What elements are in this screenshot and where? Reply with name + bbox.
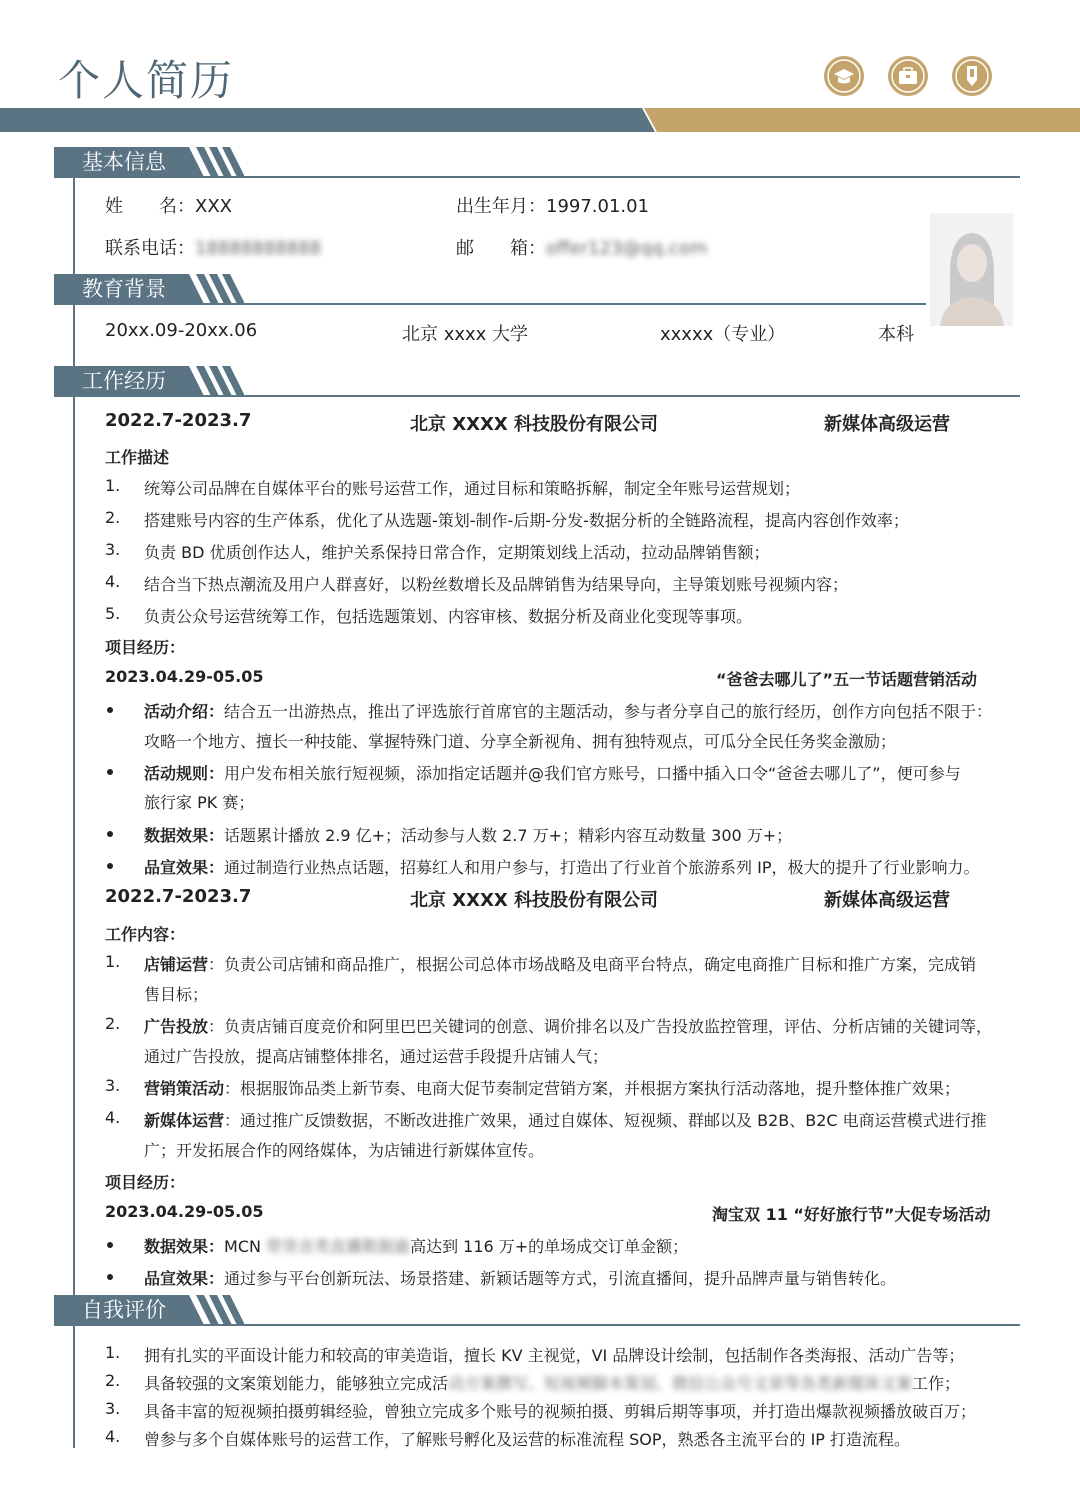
- bullet-dot: [107, 831, 113, 837]
- job2-bullet: [144, 1234, 688, 1257]
- job1-bullet: [144, 699, 992, 722]
- job1-period: 2022.7-2023.7: [105, 410, 252, 431]
- section-underline-basic: [54, 176, 1020, 178]
- job2-item-cont: 售目标；: [144, 985, 209, 1004]
- bullet-dot: [107, 707, 113, 713]
- job1-bullet: [144, 823, 792, 846]
- name-row: [105, 192, 232, 218]
- job1-item-num: 3.: [105, 540, 121, 559]
- job1-item: 负责 BD 优质创作达人，维护关系保持日常合作，定期策划线上活动，拉动品牌销售额；: [144, 543, 770, 562]
- job2-item: [144, 1108, 987, 1131]
- self-eval-text: 工作；: [912, 1374, 961, 1393]
- item-text: ：通过推广反馈数据，不断改进推广效果，通过自媒体、短视频、群邮以及 B2B、B2C 电商运营模式进行推: [224, 1111, 987, 1130]
- section-title-basic: 基本信息: [82, 150, 166, 174]
- section-underline-education: [54, 303, 926, 305]
- job1-item-num: 2.: [105, 508, 121, 527]
- item-label: 广告投放: [144, 1017, 209, 1036]
- bullet-text: 用户发布相关旅行短视频，添加指定话题并@我们官方账号，口播中插入口令“爸爸去哪儿了”，便可参与: [224, 764, 961, 783]
- job2-item-cont: 通过广告投放，提高店铺整体排名，通过运营手段提升店铺人气；: [144, 1047, 609, 1066]
- bullet-text-blurred: 带货音类直播数据最: [266, 1237, 411, 1256]
- section-title-education: 教育背景: [82, 277, 166, 301]
- graduation-cap-icon: [824, 56, 864, 96]
- briefcase-icon: [888, 56, 928, 96]
- job2-desc-title: 工作内容：: [105, 925, 186, 944]
- job2-item-num: 1.: [105, 952, 121, 971]
- name-value: XXX: [195, 196, 232, 217]
- item-label: 新媒体运营: [144, 1111, 225, 1130]
- self-eval-item: [144, 1371, 960, 1394]
- job1-item: 统筹公司品牌在自媒体平台的账号运营工作，通过目标和策略拆解，制定全年账号运营规划；: [144, 479, 801, 498]
- birth-label: 出生年月：: [456, 196, 546, 217]
- self-eval-num: 1.: [105, 1343, 121, 1362]
- job1-position: 新媒体高级运营: [824, 414, 950, 435]
- item-text: ：负责公司店铺和商品推广，根据公司总体市场战略及电商平台特点，确定电商推广目标和推广方案，完成销: [208, 955, 977, 974]
- job1-item: 结合当下热点潮流及用户人群喜好，以粉丝数增长及品牌销售为结果导向，主导策划账号视频内容；: [144, 575, 849, 594]
- job2-project-title: 项目经历：: [105, 1173, 186, 1192]
- job1-item-num: 5.: [105, 604, 121, 623]
- edu-period: 20xx.09-20xx.06: [105, 320, 258, 341]
- bullet-label: 品宣效果：: [144, 858, 225, 877]
- job1-project-title: 项目经历：: [105, 638, 186, 657]
- phone-value: 18888888888: [195, 238, 321, 259]
- self-eval-item: 曾参与多个自媒体账号的运营工作，了解账号孵化及运营的标准流程 SOP，熟悉各主流平台的 IP 打造流程。: [144, 1430, 911, 1449]
- job1-desc-title: 工作描述: [105, 448, 170, 467]
- job2-item-num: 2.: [105, 1014, 121, 1033]
- job1-bullet: [144, 855, 979, 878]
- bullet-label: 数据效果：: [144, 1237, 225, 1256]
- section-underline-work: [54, 395, 1020, 397]
- job1-item: 搭建账号内容的生产体系，优化了从选题-策划-制作-后期-分发-数据分析的全链路流程，提高内容创作效率；: [144, 511, 909, 530]
- job1-item-num: 1.: [105, 476, 121, 495]
- bullet-dot: [107, 769, 113, 775]
- phone-label: 联系电话：: [105, 238, 195, 259]
- bullet-label: 活动介绍：: [144, 702, 225, 721]
- item-text: ：负责店铺百度竞价和阿里巴巴关键词的创意、调价排名以及广告投放监控管理，评估、分析店铺的关键词等，: [208, 1017, 993, 1036]
- bullet-text: MCN: [224, 1237, 267, 1256]
- birth-row: [456, 192, 649, 218]
- job2-project-period: 2023.04.29-05.05: [105, 1202, 264, 1221]
- self-eval-item: 具备丰富的短视频拍摄剪辑经验，曾独立完成多个账号的视频拍摄、剪辑后期等事项，并打造出爆款视频播放破百万；: [144, 1402, 977, 1421]
- bullet-text: 话题累计播放 2.9 亿+；活动参与人数 2.7 万+；精彩内容互动数量 300 万+；: [224, 826, 793, 845]
- job1-project-period: 2023.04.29-05.05: [105, 667, 264, 686]
- section-title-work: 工作经历: [82, 369, 166, 393]
- job2-item: [144, 1014, 992, 1037]
- job2-period: 2022.7-2023.7: [105, 886, 252, 907]
- bullet-text: 通过参与平台创新玩法、场景搭建、新颖话题等方式，引流直播间，提升品牌声量与销售转化。: [224, 1269, 897, 1288]
- bullet-text: 通过制造行业热点话题，招募红人和用户参与，打造出了行业首个旅游系列 IP，极大的提升了行业影响力。: [224, 858, 980, 877]
- bullet-label: 品宣效果：: [144, 1269, 225, 1288]
- self-eval-text: 具备较强的文案策划能力，能够独立完成活: [144, 1374, 449, 1393]
- section-underline-self-eval: [54, 1324, 1020, 1326]
- resume-title: 个人简历: [58, 56, 235, 105]
- job1-project-name: “爸爸去哪儿了”五一节话题营销活动: [716, 670, 978, 689]
- job1-item-num: 4.: [105, 572, 121, 591]
- bullet-label: 数据效果：: [144, 826, 225, 845]
- job2-bullet: [144, 1266, 896, 1289]
- job1-bullet-cont: 旅行家 PK 赛；: [144, 793, 255, 812]
- self-eval-num: 3.: [105, 1399, 121, 1418]
- bullet-dot: [107, 863, 113, 869]
- job1-bullet-cont: 攻略一个地方、擅长一种技能、掌握特殊门道、分享全新视角、拥有独特观点，可瓜分全民任务奖金激励；: [144, 732, 897, 751]
- email-value: offer123@qq.com: [546, 238, 708, 259]
- bullet-dot: [107, 1274, 113, 1280]
- edu-school: 北京 xxxx 大学: [402, 324, 529, 345]
- bullet-text: 结合五一出游热点，推出了评选旅行首席官的主题活动，参与者分享自己的旅行经历，创作方向包括不限于：: [224, 702, 993, 721]
- job2-item: [144, 952, 976, 975]
- edu-degree: 本科: [878, 324, 914, 345]
- self-eval-num: 4.: [105, 1427, 121, 1446]
- email-label: 邮 箱：: [456, 238, 546, 259]
- self-eval-text-blurred: 动方案撰写、短视频脚本策划、微信公众号文章等各类新媒体文案: [448, 1374, 913, 1393]
- job1-bullet: [144, 761, 961, 784]
- job2-item: [144, 1076, 960, 1099]
- job2-company: 北京 XXXX 科技股份有限公司: [410, 890, 659, 911]
- item-label: 营销策活动: [144, 1079, 225, 1098]
- job2-item-num: 4.: [105, 1108, 121, 1127]
- phone-row: [105, 234, 321, 260]
- self-eval-num: 2.: [105, 1371, 121, 1390]
- job2-position: 新媒体高级运营: [824, 890, 950, 911]
- section-title-self-eval: 自我评价: [82, 1298, 166, 1322]
- edu-major: xxxxx（专业）: [660, 324, 786, 345]
- bullet-dot: [107, 1242, 113, 1248]
- email-row: [456, 234, 707, 260]
- bullet-label: 活动规则：: [144, 764, 225, 783]
- self-eval-item: 拥有扎实的平面设计能力和较高的审美造诣，擅长 KV 主视觉，VI 品牌设计绘制，包括制作各类海报、活动广告等；: [144, 1346, 965, 1365]
- job1-company: 北京 XXXX 科技股份有限公司: [410, 414, 659, 435]
- profile-photo: [930, 213, 1013, 326]
- job2-project-name: 淘宝双 11 “好好旅行节”大促专场活动: [712, 1205, 991, 1224]
- job1-item: 负责公众号运营统筹工作，包括选题策划、内容审核、数据分析及商业化变现等事项。: [144, 607, 753, 626]
- birth-value: 1997.01.01: [546, 196, 650, 217]
- header-band: [0, 108, 1080, 133]
- item-label: 店铺运营: [144, 955, 209, 974]
- name-label: 姓 名：: [105, 196, 195, 217]
- job2-item-num: 3.: [105, 1076, 121, 1095]
- bullet-text: 高达到 116 万+的单场成交订单金额；: [410, 1237, 689, 1256]
- item-text: ：根据服饰品类上新节奏、电商大促节奏制定营销方案，并根据方案执行活动落地，提升整体推广效果；: [224, 1079, 961, 1098]
- pen-icon: [952, 56, 992, 96]
- job2-item-cont: 广；开发拓展合作的网络媒体，为店铺进行新媒体宣传。: [144, 1141, 545, 1160]
